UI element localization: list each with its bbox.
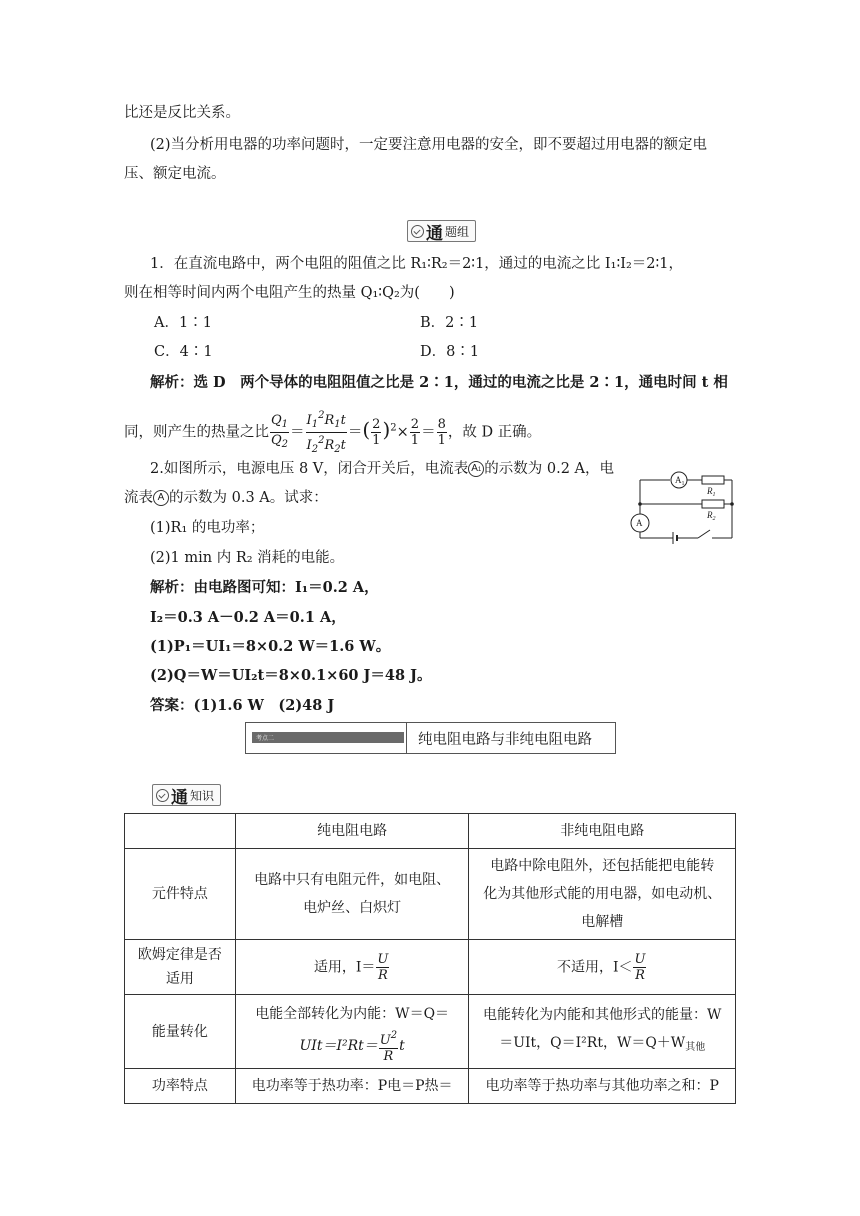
switch-lever bbox=[698, 530, 710, 538]
row-head: 元件特点 bbox=[125, 849, 236, 940]
intro-line-2b: 压、额定电流。 bbox=[124, 166, 226, 182]
q1-analysis-b: 同，则产生的热量之比 $\frac{Q_1}{Q_2}$ ＝ $\frac{I_1^2R_1t}{I_2^2R_2t}$ ＝( $\frac{2}{1}$ )$^2$× $\frac{2}{1}$ ＝ $\frac{8}{1}$ ，故 D 正确。 bbox=[124, 410, 542, 455]
q2-stem-b: 流表 A 的示数为 0.3 A。试求： bbox=[124, 490, 328, 506]
table-header-row bbox=[125, 814, 736, 849]
table-cell: 电功率等于热功率与其他功率之和：P bbox=[469, 1069, 736, 1104]
section-title: 纯电阻电路与非纯电阻电路 bbox=[418, 732, 592, 748]
check-circle-icon bbox=[411, 225, 424, 238]
table-header-cell: 非纯电阻电路 bbox=[469, 814, 736, 849]
table-cell: 不适用，I＜ $\frac{U}{R}$ bbox=[469, 940, 736, 995]
fraction-u-r: $\frac{U}{R}$ bbox=[634, 951, 646, 983]
q2-solution-1: 解析：由电路图可知：I₁＝0.2 A， bbox=[150, 579, 379, 596]
intro-line-2a: (2)当分析用电器的功率问题时，一定要注意用电器的安全，即不要超过用电器的额定电 bbox=[150, 137, 708, 153]
table-row bbox=[125, 995, 736, 1069]
tongtizu-badge: 通 题组 bbox=[407, 220, 476, 242]
circuit-diagram bbox=[628, 466, 740, 546]
comparison-table bbox=[124, 813, 736, 1104]
table-row bbox=[125, 1069, 736, 1104]
fraction-u2-r: $\frac{U^2}{R}$ bbox=[379, 1029, 398, 1064]
q2-solution-4: (2)Q＝W＝UI₂t＝8×0.1×60 J＝48 J。 bbox=[150, 667, 432, 684]
table-cell: 电能转化为内能和其他形式的能量：W ＝UIt，Q＝I²Rt，$W=Q+W_{其他}$ bbox=[469, 995, 736, 1069]
q1-stem-b: 则在相等时间内两个电阻产生的热量 Q₁∶Q₂为( ) bbox=[124, 285, 455, 301]
check-circle-icon bbox=[156, 789, 169, 802]
fraction-i2r1t: $\frac{I_1^2R_1t}{I_2^2R_2t}$ bbox=[306, 410, 346, 455]
table-row bbox=[125, 940, 736, 995]
row-head: 能量转化 bbox=[125, 995, 236, 1069]
a1-label: $A_1$ bbox=[675, 475, 685, 487]
q2-ask-2: (2)1 min 内 R₂ 消耗的电能。 bbox=[150, 550, 345, 566]
q1-option-c: C．4∶1 bbox=[154, 344, 213, 360]
table-cell: 电功率等于热功率：P电＝P热＝ bbox=[235, 1069, 469, 1104]
table-cell: 适用，I＝ $\frac{U}{R}$ bbox=[235, 940, 469, 995]
r2-label: $R_2$ bbox=[707, 510, 716, 522]
q2-stem-a: 2.如图所示，电源电压 8 V，闭合开关后，电流表 A1 的示数为 0.2 A，电 bbox=[150, 461, 614, 477]
table-row bbox=[125, 849, 736, 940]
q2-answer: 答案：(1)1.6 W (2)48 J bbox=[150, 697, 335, 714]
q1-option-b: B．2∶1 bbox=[420, 315, 479, 331]
section-tag: 考点二 bbox=[252, 732, 404, 743]
table-header-cell: 纯电阻电路 bbox=[235, 814, 469, 849]
intro-line-1: 比还是反比关系。 bbox=[124, 105, 240, 121]
fraction-u-r: $\frac{U}{R}$ bbox=[377, 951, 389, 983]
q1-option-a: A．1∶1 bbox=[154, 315, 212, 331]
tongzhishi-badge: 通 知识 bbox=[152, 784, 221, 806]
ammeter-a-icon: A bbox=[153, 490, 169, 506]
resistor-r1 bbox=[702, 476, 724, 484]
q1-analysis-a: 解析：选 D 两个导体的电阻阻值之比是 2∶1，通过的电流之比是 2∶1，通电时间 t 相 bbox=[150, 374, 728, 391]
fraction-2-1: $\frac{2}{1}$ bbox=[372, 417, 381, 448]
resistor-r2 bbox=[702, 500, 724, 508]
ammeter-a1-icon: A1 bbox=[468, 461, 484, 477]
row-head: 欧姆定律是否 适用 bbox=[125, 940, 236, 995]
a-label: A bbox=[636, 518, 643, 528]
q2-solution-2: I₂＝0.3 A－0.2 A＝0.1 A， bbox=[150, 609, 346, 626]
table-header-cell bbox=[125, 814, 236, 849]
table-cell: 电路中除电阻外，还包括能把电能转 化为其他形式能的用电器，如电动机、 电解槽 bbox=[469, 849, 736, 940]
table-cell: 电路中只有电阻元件，如电阻、 电炉丝、白炽灯 bbox=[235, 849, 469, 940]
r1-label: $R_1$ bbox=[707, 486, 716, 498]
q2-solution-3: (1)P₁＝UI₁＝8×0.2 W＝1.6 W。 bbox=[150, 638, 391, 655]
row-head: 功率特点 bbox=[125, 1069, 236, 1104]
table-cell: 电能全部转化为内能：W＝Q＝ UIt＝I²Rt＝ $\frac{U^2}{R}$ t bbox=[235, 995, 469, 1069]
q2-ask-1: (1)R₁ 的电功率； bbox=[150, 520, 265, 536]
section-header bbox=[245, 722, 616, 754]
fraction-q1-q2: $\frac{Q_1}{Q_2}$ bbox=[271, 413, 289, 450]
fraction-8-1: $\frac{8}{1}$ bbox=[437, 417, 446, 448]
q1-option-d: D．8∶1 bbox=[420, 344, 480, 360]
q1-stem-a: 1．在直流电路中，两个电阻的阻值之比 R₁∶R₂＝2∶1，通过的电流之比 I₁∶I₂＝2∶1， bbox=[150, 256, 683, 272]
fraction-2-1b: $\frac{2}{1}$ bbox=[410, 417, 420, 448]
